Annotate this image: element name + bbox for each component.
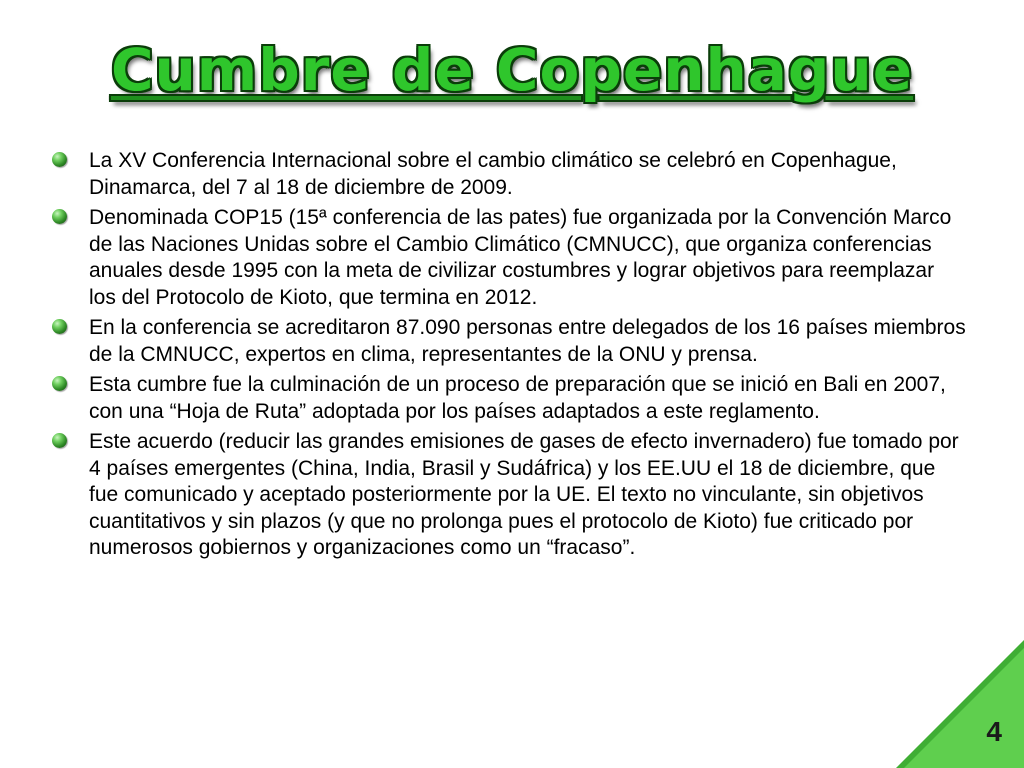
green-bullet-icon — [52, 433, 67, 448]
bullet-item — [46, 429, 966, 562]
bullet-text: Este acuerdo (reducir las grandes emisiones de gases de efecto invernadero) fue tomado por 4 países emergentes (China, India, Brasil y Sudáfrica) y los EE.UU el 18 de diciembre, que fue comunicado y aceptado posteriormente por la UE. El texto no vinculante, sin objetivos cuantitativos y sin plazos (y que no prolonga pues el protocolo de Kioto) fue criticado por numerosos gobiernos y organizaciones como un “fracaso”. — [89, 430, 959, 559]
bullet-text: La XV Conferencia Internacional sobre el cambio climático se celebró en Copenhague, Dinamarca, del 7 al 18 de diciembre de 2009. — [89, 149, 897, 199]
green-bullet-icon — [52, 376, 67, 391]
bullet-item — [46, 372, 966, 425]
bullet-text: En la conferencia se acreditaron 87.090 personas entre delegados de los 16 países miembros de la CMNUCC, expertos en clima, representantes de la ONU y prensa. — [89, 316, 966, 366]
bullet-item — [46, 315, 966, 368]
bullet-item — [46, 205, 966, 311]
green-bullet-icon — [52, 152, 67, 167]
page-number: 4 — [986, 716, 1002, 747]
bullet-text: Esta cumbre fue la culminación de un proceso de preparación que se inició en Bali en 2007, con una “Hoja de Ruta” adoptada por los países adaptados a este reglamento. — [89, 373, 946, 423]
bullet-item — [46, 148, 966, 201]
green-bullet-icon — [52, 319, 67, 334]
bullet-text: Denominada COP15 (15ª conferencia de las pates) fue organizada por la Convención Marco de las Naciones Unidas sobre el Cambio Climático (CMNUCC), que organiza conferencias anuales desde 1995 con la meta de civilizar costumbres y lograr objetivos para reemplazar los del Protocolo de Kioto, que termina en 2012. — [89, 206, 952, 309]
bullet-list — [46, 148, 966, 566]
corner-triangle — [904, 648, 1024, 768]
slide-title: Cumbre de Copenhague — [110, 36, 914, 104]
green-bullet-icon — [52, 209, 67, 224]
